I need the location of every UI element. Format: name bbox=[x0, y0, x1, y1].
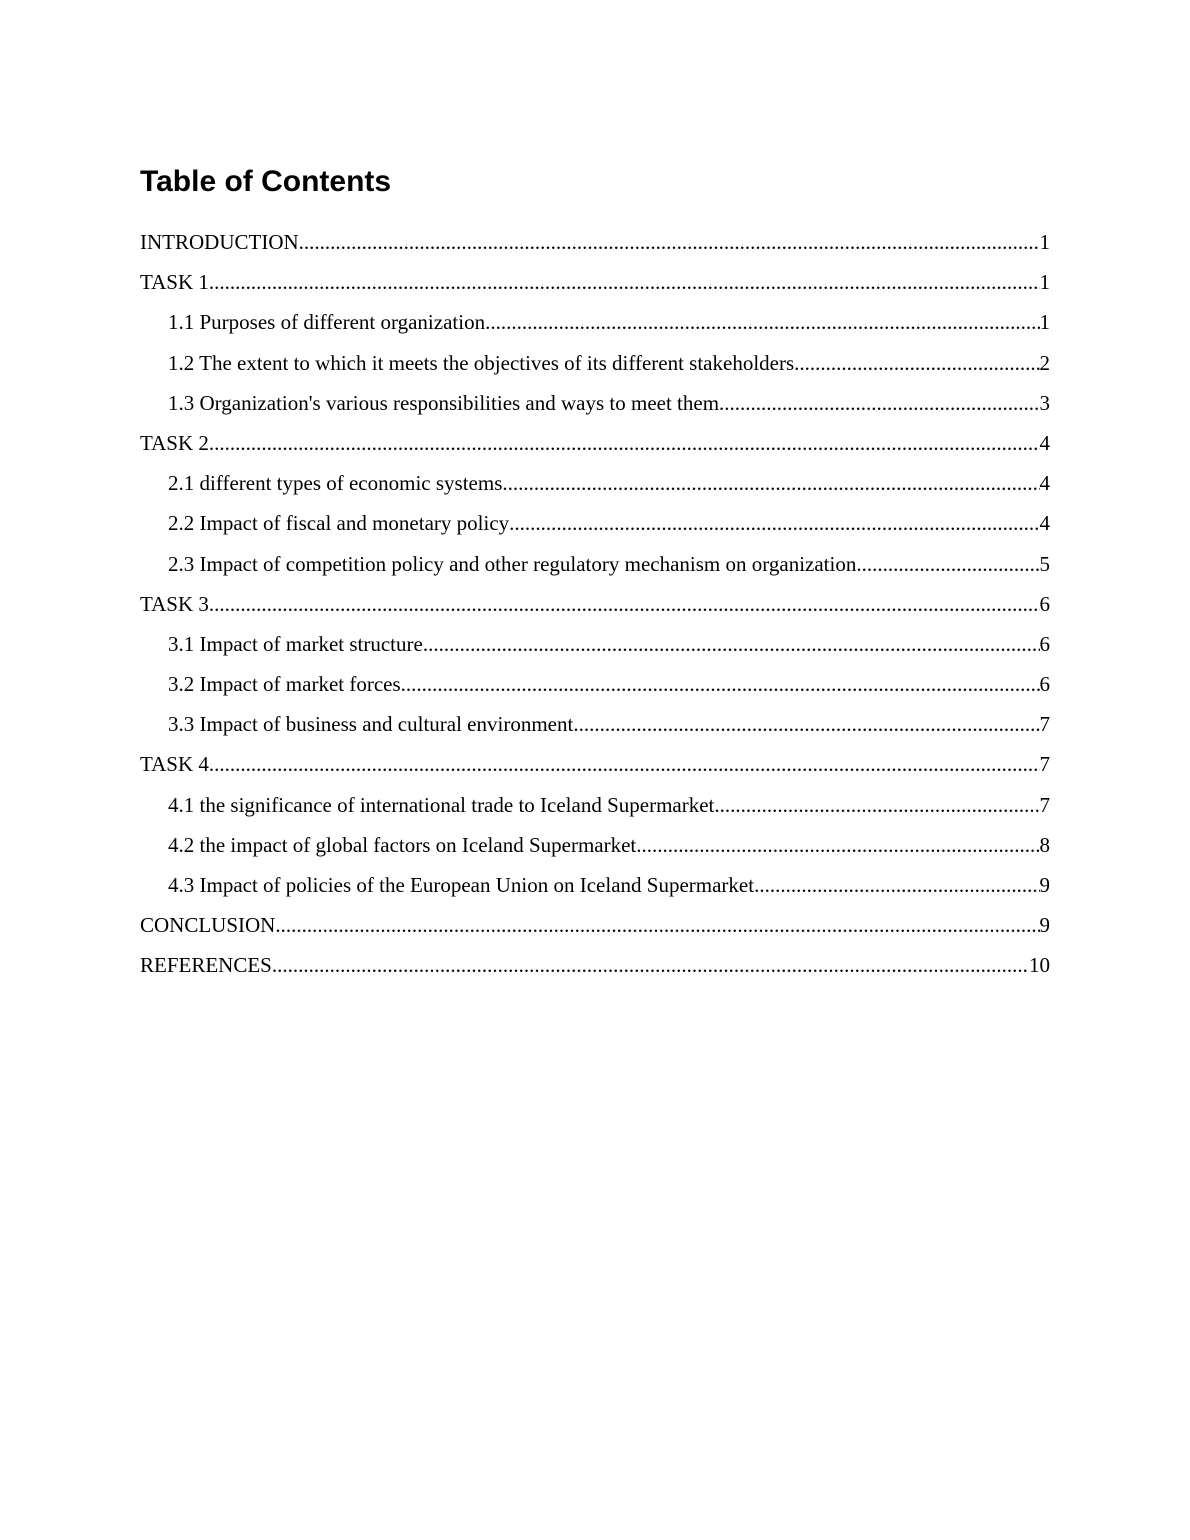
toc-entry-page-number: 6 bbox=[1039, 591, 1050, 616]
toc-dot-leader bbox=[794, 343, 1039, 383]
toc-entry-page-number: 7 bbox=[1039, 752, 1050, 777]
toc-entry[interactable] bbox=[140, 343, 1050, 383]
toc-dot-leader bbox=[636, 825, 1039, 865]
toc-entry-label: REFERENCES bbox=[140, 953, 272, 978]
toc-entry[interactable] bbox=[140, 704, 1050, 744]
toc-title: Table of Contents bbox=[140, 165, 392, 198]
toc-entry[interactable] bbox=[140, 825, 1050, 865]
toc-entry-page-number: 1 bbox=[1039, 270, 1050, 295]
toc-entry-label: CONCLUSION bbox=[140, 913, 276, 938]
toc-entry[interactable] bbox=[140, 865, 1050, 905]
toc-dot-leader bbox=[502, 463, 1039, 503]
toc-dot-leader bbox=[299, 222, 1040, 262]
toc-entry-page-number: 8 bbox=[1039, 832, 1050, 857]
toc-entry[interactable] bbox=[140, 383, 1050, 423]
toc-entry[interactable] bbox=[140, 544, 1050, 584]
toc-entry[interactable] bbox=[140, 302, 1050, 342]
toc-entry-label: 3.3 Impact of business and cultural environment bbox=[168, 712, 574, 737]
toc-entry-label: TASK 2 bbox=[140, 430, 209, 455]
toc-dot-leader bbox=[209, 744, 1040, 784]
toc-entry[interactable] bbox=[140, 945, 1050, 985]
toc-entry-page-number: 1 bbox=[1039, 310, 1050, 335]
toc-entry-label: 1.2 The extent to which it meets the objectives of its different stakeholders bbox=[168, 350, 795, 375]
toc-entry-label: INTRODUCTION bbox=[140, 230, 299, 254]
toc-entry-page-number: 2 bbox=[1039, 350, 1050, 375]
toc-entry-label: 3.1 Impact of market structure bbox=[168, 631, 423, 656]
toc-entry-page-number: 4 bbox=[1039, 471, 1050, 496]
toc-entry[interactable] bbox=[140, 584, 1050, 624]
toc-dot-leader bbox=[485, 302, 1039, 342]
toc-entry-page-number: 7 bbox=[1039, 792, 1050, 817]
toc-entry-label: 2.3 Impact of competition policy and other regulatory mechanism on organization bbox=[168, 551, 857, 576]
toc-dot-leader bbox=[714, 785, 1039, 825]
toc-entry-page-number: 1 bbox=[1039, 230, 1050, 254]
toc-entry-label: TASK 3 bbox=[140, 591, 209, 616]
toc-dot-leader bbox=[209, 262, 1040, 302]
toc-dot-leader bbox=[573, 704, 1039, 744]
toc-entry-label: 4.3 Impact of policies of the European Union on Iceland Supermarket bbox=[168, 873, 755, 897]
toc-list bbox=[140, 222, 1050, 986]
toc-dot-leader bbox=[209, 423, 1040, 463]
toc-entry-page-number: 9 bbox=[1039, 913, 1050, 938]
toc-entry[interactable] bbox=[140, 423, 1050, 463]
toc-entry[interactable] bbox=[140, 624, 1050, 664]
toc-dot-leader bbox=[272, 945, 1029, 985]
toc-entry-page-number: 9 bbox=[1039, 873, 1050, 897]
toc-entry-label: 4.2 the impact of global factors on Iceland Supermarket bbox=[168, 832, 637, 857]
toc-entry-page-number: 4 bbox=[1039, 430, 1050, 455]
toc-dot-leader bbox=[719, 383, 1039, 423]
toc-entry[interactable] bbox=[140, 744, 1050, 784]
toc-entry-page-number: 3 bbox=[1039, 390, 1050, 415]
toc-entry[interactable] bbox=[140, 463, 1050, 503]
toc-dot-leader bbox=[754, 865, 1039, 905]
toc-entry-label: TASK 4 bbox=[140, 752, 209, 777]
toc-dot-leader bbox=[209, 584, 1040, 624]
toc-entry[interactable] bbox=[140, 664, 1050, 704]
toc-entry-page-number: 4 bbox=[1039, 511, 1050, 536]
toc-entry-label: TASK 1 bbox=[140, 270, 209, 295]
toc-dot-leader bbox=[509, 503, 1039, 543]
toc-dot-leader bbox=[856, 544, 1039, 584]
toc-entry-label: 1.3 Organization's various responsibilities and ways to meet them bbox=[168, 390, 720, 415]
toc-entry[interactable] bbox=[140, 222, 1050, 262]
toc-dot-leader bbox=[423, 624, 1040, 664]
toc-entry-label: 1.1 Purposes of different organization bbox=[168, 310, 486, 335]
toc-entry-label: 4.1 the significance of international trade to Iceland Supermarket bbox=[168, 792, 715, 817]
toc-entry-label: 3.2 Impact of market forces bbox=[168, 672, 401, 697]
toc-entry-label: 2.1 different types of economic systems bbox=[168, 471, 503, 496]
toc-entry-page-number: 10 bbox=[1029, 953, 1050, 978]
toc-dot-leader bbox=[401, 664, 1040, 704]
toc-entry[interactable] bbox=[140, 785, 1050, 825]
toc-entry[interactable] bbox=[140, 262, 1050, 302]
toc-dot-leader bbox=[275, 905, 1039, 945]
toc-entry-page-number: 5 bbox=[1039, 551, 1050, 576]
toc-entry-page-number: 7 bbox=[1039, 712, 1050, 737]
toc-entry-page-number: 6 bbox=[1039, 672, 1050, 697]
toc-entry[interactable] bbox=[140, 503, 1050, 543]
toc-entry-page-number: 6 bbox=[1039, 631, 1050, 656]
toc-entry-label: 2.2 Impact of fiscal and monetary policy bbox=[168, 511, 510, 536]
toc-entry[interactable] bbox=[140, 905, 1050, 945]
